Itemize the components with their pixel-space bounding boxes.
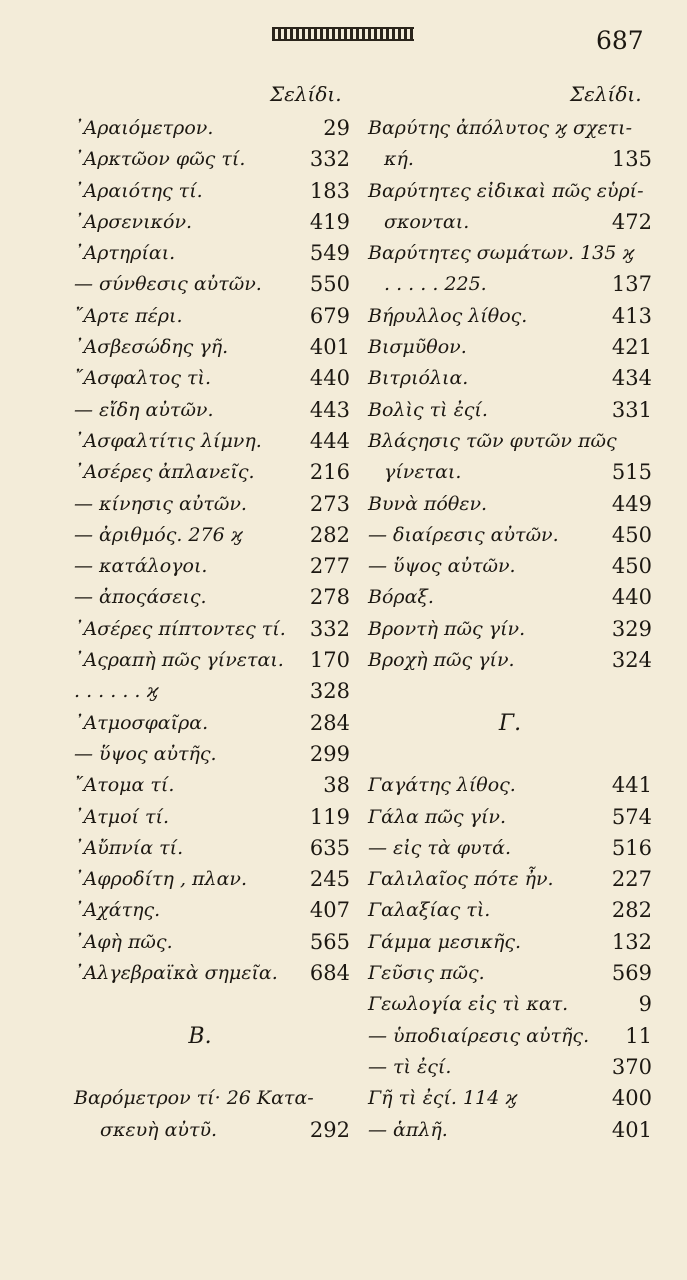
- entry-page-number: 684: [309, 961, 350, 986]
- entry-text: ᾿Ασβεσώδης γῆ.: [74, 336, 229, 359]
- entry-text: . . . . . . ϗ: [74, 680, 159, 703]
- index-entry: [352, 895, 652, 926]
- index-entry: [352, 301, 652, 332]
- index-entry: [50, 864, 350, 895]
- index-entry: [352, 614, 652, 645]
- index-entry: [352, 1052, 652, 1083]
- entry-text: ᾿Αχάτης.: [74, 899, 161, 922]
- entry-text: — διαίρεσις αὐτῶν.: [368, 523, 559, 546]
- entry-page-number: 282: [611, 898, 652, 923]
- entry-text: Γεωλογία εἰς τὶ κατ.: [368, 993, 569, 1016]
- entry-page-number: 679: [309, 303, 350, 328]
- index-entry: [352, 332, 652, 363]
- index-entry: [352, 238, 652, 269]
- entry-text: — ἀριθμός. 276 ϗ: [74, 523, 243, 546]
- entry-page-number: 635: [309, 835, 350, 860]
- entry-page-number: 170: [309, 648, 350, 673]
- left-column-header: Σελίδι.: [270, 82, 342, 106]
- index-entry: [50, 895, 350, 926]
- entry-page-number: 9: [638, 992, 652, 1017]
- index-entry: [352, 582, 652, 613]
- entry-page-number: 370: [611, 1054, 652, 1079]
- entry-text: Γάλα πῶς γίν.: [368, 805, 506, 828]
- index-entry: [352, 269, 652, 300]
- index-entry: [352, 363, 652, 394]
- index-entry: [50, 770, 350, 801]
- entry-page-number: 569: [611, 961, 652, 986]
- entry-text: — τὶ ἐςί.: [368, 1055, 452, 1078]
- entry-text: Βαρόμετρον τί· 26 Κατα-: [74, 1087, 314, 1110]
- index-entry: [352, 645, 652, 676]
- entry-text: ᾿Αραιόμετρον.: [74, 117, 214, 139]
- entry-text: ᾿Ασέρες ἀπλανεῖς.: [74, 461, 255, 484]
- entry-page-number: 443: [309, 397, 350, 422]
- entry-text: ᾿Ασέρες πίπτοντες τί.: [74, 617, 286, 640]
- entry-page-number: 413: [611, 303, 652, 328]
- index-entry: [352, 520, 652, 551]
- entry-page-number: 324: [611, 648, 652, 673]
- entry-text: ᾿Αφροδίτη , πλαν.: [74, 868, 247, 891]
- entry-text: Γ.: [498, 710, 522, 736]
- entry-text: ᾿Αςραπὴ πῶς γίνεται.: [74, 649, 284, 672]
- entry-page-number: 11: [625, 1023, 652, 1048]
- left-index-list: [50, 113, 350, 1146]
- entry-page-number: 273: [309, 491, 350, 516]
- index-entry: [50, 551, 350, 582]
- entry-page-number: 329: [611, 616, 652, 641]
- entry-text: Βισμῦθον.: [368, 336, 467, 359]
- right-column-header: Σελίδι.: [570, 82, 642, 106]
- entry-page-number: 441: [611, 773, 652, 798]
- entry-page-number: 278: [309, 585, 350, 610]
- entry-text: σκευὴ αὐτῦ.: [100, 1118, 218, 1141]
- entry-text: ᾿Αρκτῶον φῶς τί.: [74, 148, 246, 171]
- index-entry: [352, 802, 652, 833]
- entry-text: — κίνησις αὐτῶν.: [74, 492, 247, 515]
- entry-page-number: 282: [309, 522, 350, 547]
- entry-page-number: 332: [309, 616, 350, 641]
- index-entry: [50, 144, 350, 175]
- entry-text: Βαρύτης ἀπόλυτος ϗ σχετι-: [368, 117, 633, 139]
- entry-text: Βροχὴ πῶς γίν.: [368, 649, 515, 672]
- entry-page-number: 299: [309, 741, 350, 766]
- entry-page-number: 245: [309, 867, 350, 892]
- index-entry: [352, 457, 652, 488]
- entry-text: Β.: [188, 1023, 212, 1049]
- index-entry: [352, 676, 652, 707]
- entry-text: Γῆ τὶ ἐςί. 114 ϗ: [368, 1087, 518, 1110]
- entry-text: ᾿Αραιότης τί.: [74, 179, 203, 202]
- index-entry: [352, 739, 652, 770]
- entry-page-number: 400: [611, 1086, 652, 1111]
- index-entry: [50, 1115, 350, 1146]
- index-entry: [352, 176, 652, 207]
- entry-text: γίνεται.: [384, 461, 462, 484]
- entry-page-number: 137: [611, 272, 652, 297]
- entry-text: Βολὶς τὶ ἐςί.: [368, 398, 488, 421]
- index-entry: [352, 927, 652, 958]
- entry-page-number: 549: [309, 241, 350, 266]
- entry-text: ᾿Αρσενικόν.: [74, 210, 193, 233]
- entry-text: — εἰς τὰ φυτά.: [368, 836, 511, 859]
- entry-page-number: 407: [309, 898, 350, 923]
- entry-text: — ἁπλῆ.: [368, 1118, 448, 1141]
- index-entry: [50, 927, 350, 958]
- index-entry: [50, 113, 350, 144]
- index-entry: [50, 708, 350, 739]
- entry-page-number: 440: [611, 585, 652, 610]
- entry-page-number: 332: [309, 147, 350, 172]
- entry-text: — ὕψος αὐτῶν.: [368, 555, 516, 578]
- index-entry: [50, 802, 350, 833]
- entry-page-number: 135: [611, 147, 652, 172]
- index-entry: [50, 645, 350, 676]
- index-entry: [352, 113, 652, 144]
- index-entry: [352, 833, 652, 864]
- entry-text: σκονται.: [384, 210, 470, 233]
- index-entry: [352, 1115, 652, 1146]
- entry-page-number: 450: [611, 554, 652, 579]
- index-entry: [352, 395, 652, 426]
- entry-text: ᾿Ασφαλτίτις λίμνη.: [74, 429, 262, 452]
- index-entry: [50, 958, 350, 989]
- entry-page-number: 515: [611, 460, 652, 485]
- entry-page-number: 472: [611, 209, 652, 234]
- section-letter: [50, 1021, 350, 1052]
- index-entry: [50, 614, 350, 645]
- entry-text: ᾿Αρτηρίαι.: [74, 242, 176, 265]
- index-entry: [50, 332, 350, 363]
- entry-text: Βαρύτητες εἰδικαὶ πῶς εὑρί-: [368, 179, 644, 202]
- entry-page-number: 421: [611, 335, 652, 360]
- entry-page-number: 119: [309, 804, 350, 829]
- index-entry: [50, 269, 350, 300]
- index-entry: [50, 676, 350, 707]
- entry-text: Βιτριόλια.: [368, 367, 469, 390]
- index-entry: [352, 207, 652, 238]
- entry-text: ᾿Ατμοί τί.: [74, 805, 170, 828]
- index-entry: [50, 395, 350, 426]
- entry-page-number: 132: [611, 929, 652, 954]
- entry-text: — ἀποςάσεις.: [74, 586, 207, 609]
- entry-page-number: 449: [611, 491, 652, 516]
- entry-text: — ὑποδιαίρεσις αὐτῆς.: [368, 1024, 590, 1047]
- index-entry: [50, 426, 350, 457]
- index-entry: [50, 207, 350, 238]
- entry-page-number: 227: [611, 867, 652, 892]
- index-entry: [352, 144, 652, 175]
- entry-text: — κατάλογοι.: [74, 555, 208, 578]
- entry-page-number: 440: [309, 366, 350, 391]
- header-ornament: [272, 27, 414, 41]
- index-entry: [352, 958, 652, 989]
- entry-text: Βόραξ.: [368, 586, 434, 609]
- entry-page-number: 277: [309, 554, 350, 579]
- entry-text: Βλάςησις τῶν φυτῶν πῶς: [368, 429, 617, 452]
- index-entry: [50, 833, 350, 864]
- index-entry: [50, 739, 350, 770]
- index-entry: [50, 1052, 350, 1083]
- entry-text: Βαρύτητες σωμάτων. 135 ϗ: [368, 242, 635, 265]
- entry-page-number: 419: [309, 209, 350, 234]
- index-entry: [352, 551, 652, 582]
- entry-text: ᾿Ατμοσφαῖρα.: [74, 711, 209, 734]
- entry-text: Γαλαξίας τὶ.: [368, 899, 491, 922]
- index-entry: [50, 238, 350, 269]
- index-entry: [50, 989, 350, 1020]
- entry-page-number: 401: [611, 1117, 652, 1142]
- entry-page-number: 550: [309, 272, 350, 297]
- entry-text: . . . . . 225.: [384, 273, 487, 296]
- entry-page-number: 284: [309, 710, 350, 735]
- entry-page-number: 401: [309, 335, 350, 360]
- index-entry: [50, 1083, 350, 1114]
- entry-text: ῎Αρτε πέρι.: [74, 304, 183, 327]
- index-entry: [352, 1021, 652, 1052]
- index-entry: [352, 864, 652, 895]
- entry-text: ᾿Αὔπνία τί.: [74, 836, 184, 859]
- index-entry: [352, 770, 652, 801]
- entry-page-number: 183: [309, 178, 350, 203]
- entry-text: Γάμμα μεσικῆς.: [368, 930, 522, 953]
- index-entry: [50, 520, 350, 551]
- entry-page-number: 574: [611, 804, 652, 829]
- entry-text: ᾿Αφὴ πῶς.: [74, 930, 173, 953]
- entry-page-number: 292: [309, 1117, 350, 1142]
- entry-text: Βυνὰ πόθεν.: [368, 492, 488, 515]
- entry-text: — ὕψος αὐτῆς.: [74, 742, 217, 765]
- index-entry: [50, 363, 350, 394]
- entry-text: — σύνθεσις αὐτῶν.: [74, 273, 262, 296]
- entry-page-number: 328: [309, 679, 350, 704]
- entry-text: — εἴδη αὐτῶν.: [74, 398, 214, 421]
- index-entry: [50, 457, 350, 488]
- section-letter: [352, 708, 652, 739]
- index-entry: [352, 1083, 652, 1114]
- index-entry: [50, 489, 350, 520]
- entry-page-number: 444: [309, 428, 350, 453]
- entry-page-number: 331: [611, 397, 652, 422]
- entry-text: ῎Ατομα τί.: [74, 774, 175, 797]
- entry-text: Βήρυλλος λίθος.: [368, 304, 528, 327]
- index-entry: [352, 989, 652, 1020]
- entry-text: Γαλιλαῖος πότε ἦν.: [368, 868, 554, 891]
- entry-page-number: 450: [611, 522, 652, 547]
- entry-text: ῎Ασφαλτος τὶ.: [74, 367, 211, 390]
- index-entry: [352, 426, 652, 457]
- entry-page-number: 38: [323, 773, 350, 798]
- entry-text: ᾿Αλγεβραϊκὰ σημεῖα.: [74, 962, 278, 985]
- right-index-list: [352, 113, 652, 1146]
- entry-text: κή.: [384, 148, 414, 171]
- entry-page-number: 29: [323, 116, 350, 140]
- entry-page-number: 434: [611, 366, 652, 391]
- index-entry: [50, 176, 350, 207]
- entry-text: Γαγάτης λίθος.: [368, 774, 516, 797]
- entry-page-number: 516: [611, 835, 652, 860]
- index-entry: [50, 301, 350, 332]
- entry-text: Γεῦσις πῶς.: [368, 962, 485, 985]
- page-number: 687: [596, 26, 644, 55]
- index-entry: [352, 489, 652, 520]
- entry-page-number: 565: [309, 929, 350, 954]
- entry-text: Βροντὴ πῶς γίν.: [368, 617, 526, 640]
- index-entry: [50, 582, 350, 613]
- entry-page-number: 216: [309, 460, 350, 485]
